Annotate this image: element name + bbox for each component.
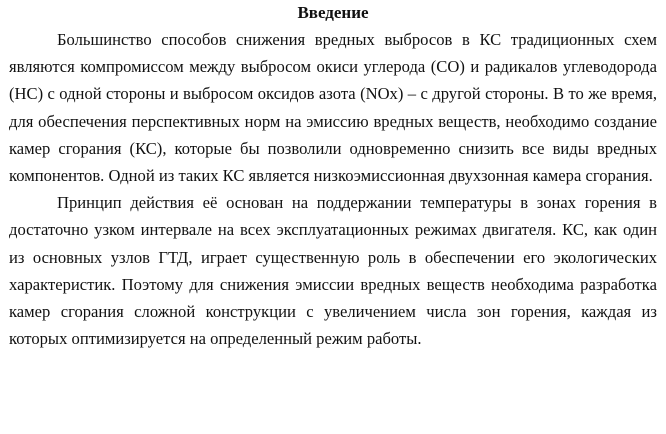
- paragraph-2: Принцип действия её основан на поддержании температуры в зонах горения в достаточно узком интервале на всех эксплуатационных режимах двигателя. КС, как один из основных узлов ГТД, играет существенную роль в обеспечении его экологических характеристик. Поэтому для снижения эмиссии вредных веществ необходима разработка камер сгорания сложной конструкции с увеличением числа зон горения, каждая из которых оптимизируется на определенный режим работы.: [9, 193, 657, 349]
- paragraph-1: Большинство способов снижения вредных выбросов в КС традиционных схем являются компромиссом между выбросом окиси углерода (СО) и радикалов углеводорода (НС) с одной стороны и выбросом оксидов азота (NOx) – с другой стороны. В то же время, для обеспечения перспективных норм на эмиссию вредных веществ, необходимо создание камер сгорания (КС), которые бы позволили одновременно снизить все виды вредных компонентов. Одной из таких КС является низкоэмиссионная двухзонная камера сгорания.: [9, 30, 657, 186]
- section-title: Введение: [297, 3, 369, 22]
